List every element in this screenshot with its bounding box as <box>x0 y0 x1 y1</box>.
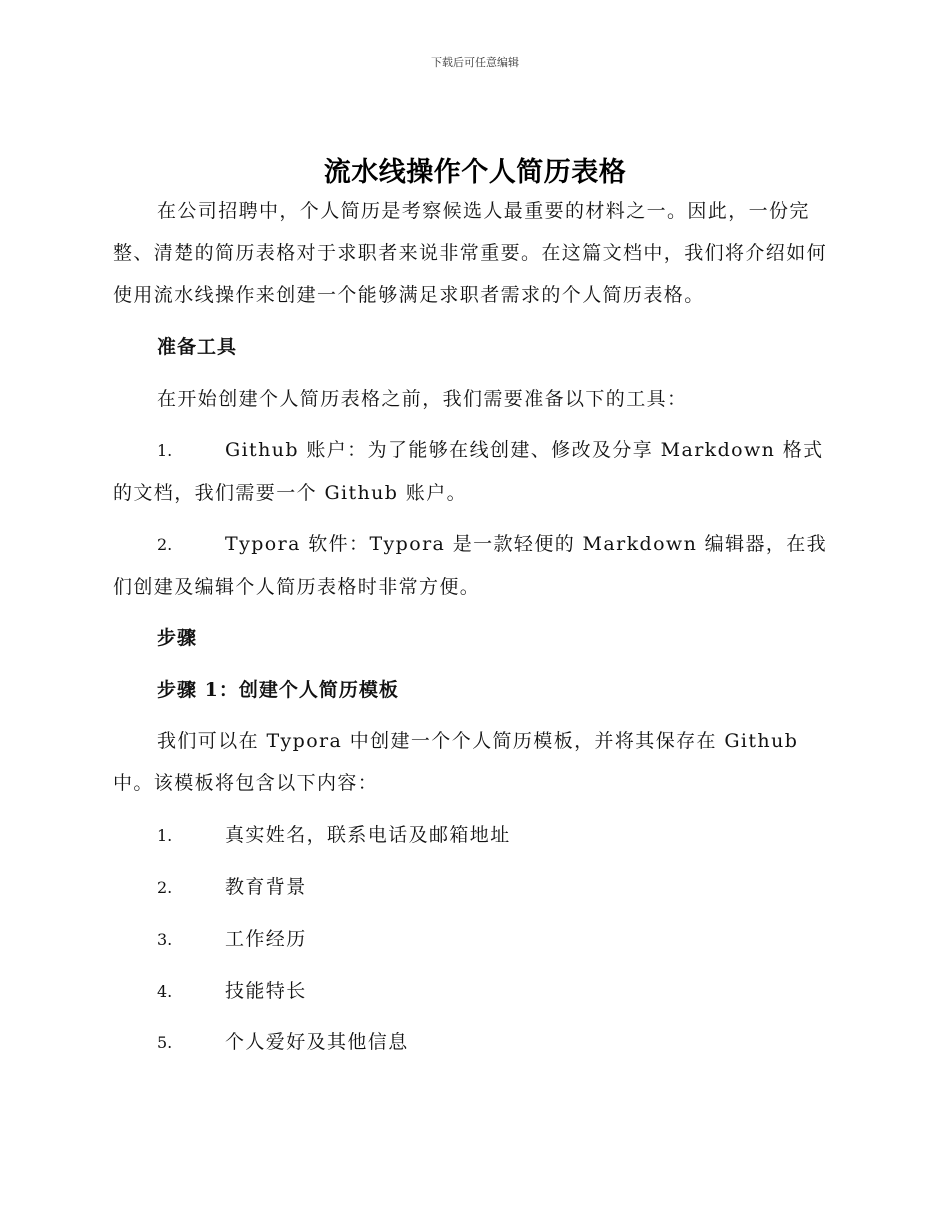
tools-list-item-2 <box>113 523 835 608</box>
template-list-item-2 <box>157 866 307 909</box>
steps-heading: 步骤 <box>157 627 198 649</box>
step1-heading: 步骤 1：创建个人简历模板 <box>157 679 399 701</box>
template-list-item-1 <box>157 814 511 857</box>
list-item-text: 技能特长 <box>225 980 307 1002</box>
list-item-text: 工作经历 <box>225 928 307 950</box>
list-item-text: 教育背景 <box>225 876 307 898</box>
template-list-item-5 <box>157 1021 409 1064</box>
document-title: 流水线操作个人简历表格 <box>323 157 627 188</box>
list-number: 4. <box>157 982 173 1001</box>
list-item-text: 真实姓名，联系电话及邮箱地址 <box>225 824 511 846</box>
tools-intro-paragraph: 在开始创建个人简历表格之前，我们需要准备以下的工具： <box>157 388 688 410</box>
list-item-text: Typora 软件：Typora 是一款轻便的 Markdown 编辑器，在我们创建及编辑个人简历表格时非常方便。 <box>113 533 828 598</box>
template-list-item-3 <box>157 918 307 961</box>
template-list-item-4 <box>157 970 307 1013</box>
list-item-text: 个人爱好及其他信息 <box>225 1031 409 1053</box>
list-number: 5. <box>157 1033 173 1052</box>
tools-list-item-1 <box>113 429 835 514</box>
list-number: 2. <box>157 878 173 897</box>
tools-heading: 准备工具 <box>157 336 238 358</box>
list-number: 1. <box>157 441 173 460</box>
list-number: 3. <box>157 930 173 949</box>
list-number: 2. <box>157 535 173 554</box>
page-header-note: 下载后可任意编辑 <box>431 56 519 69</box>
list-number: 1. <box>157 826 173 845</box>
intro-paragraph: 在公司招聘中，个人简历是考察候选人最重要的材料之一。因此，一份完整、清楚的简历表格对于求职者来说非常重要。在这篇文档中，我们将介绍如何使用流水线操作来创建一个能够满足求职者需求的个人简历表格。 <box>113 200 828 306</box>
step1-paragraph: 我们可以在 Typora 中创建一个个人简历模板，并将其保存在 Github 中。该模板将包含以下内容： <box>113 730 799 794</box>
list-item-text: Github 账户：为了能够在线创建、修改及分享 Markdown 格式的文档，我们需要一个 Github 账户。 <box>113 439 824 504</box>
